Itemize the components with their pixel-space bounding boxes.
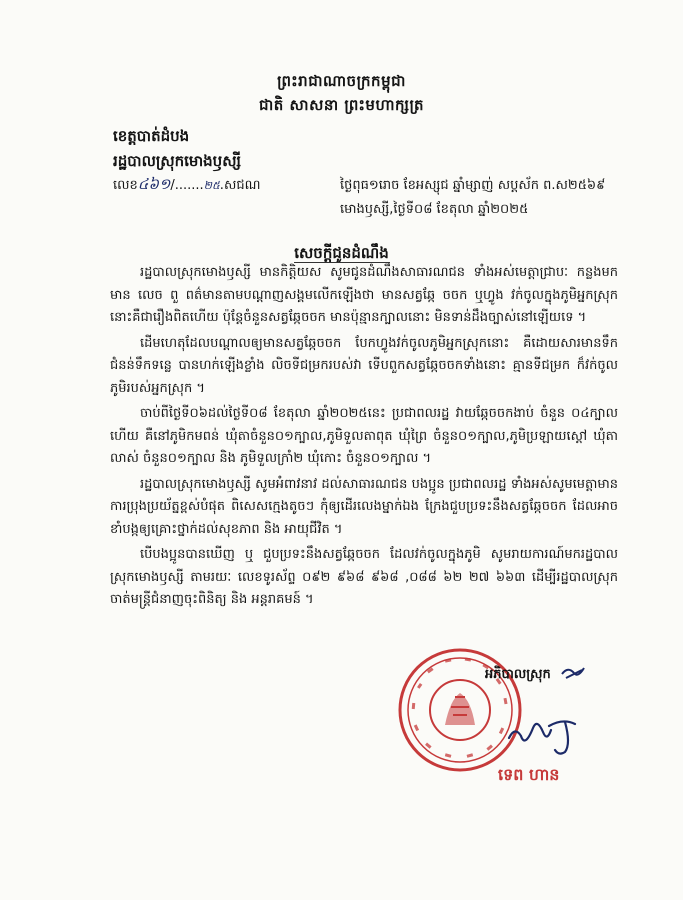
national-motto: ជាតិ សាសនា ព្រះមហាក្សត្រ [259,96,424,114]
signatory-title: អភិបាលស្រុក [485,667,551,682]
province-name: ខេត្តបាត់ដំបង [113,127,190,145]
district-admin-name: រដ្ឋបាលស្រុកមោងឫស្សី [113,152,241,170]
reference-prefix: លេខ [113,178,138,193]
lunar-date: ថ្ងៃពុធ១រោច ខែអស្សុជ ឆ្នាំម្សាញ់ សប្តស័ក ព.ស២៥៦៩ [340,178,606,193]
paragraph: រដ្ឋបាលស្រុកមោងឫស្សី មានកិត្តិយស សូមជូនដំណឹងសាធារណជន ទាំងអស់មេត្តាជ្រាបៈ កន្លងមកមាន លេច ពួ ពត៌មានតាមបណ្តាញសង្គមលើកឡើងថា មានសត្វឆ្កែ ចចក ឬហ្វូង វក់ចូលក្នុងភូមិអ្នកស្រុក នោះគឺជារឿងពិតហើយ ប៉ុន្តែចំនួនសត្វឆ្កែចចក មានប៉ុន្មានក្បាលនោះ មិនទាន់ដឹងច្បាស់នៅឡើយទេ ។ [110,265,618,325]
signatory-name: ទេព ហាន [498,765,560,784]
signature-icon [505,708,605,758]
initial-mark-icon [560,664,586,682]
reference-number-line: លេខ៤៦១/.......២៥.សជណ [113,175,261,193]
notice-title: សេចក្តីជូនដំណឹង [294,244,389,262]
paragraph: ចាប់ពីថ្ងៃទី០៦ដល់ថ្ងៃទី០៨ ខែតុលា ឆ្នាំ២០២៥នេះ ប្រជាពលរដ្ឋ វាយឆ្កែចចកងាប់ ចំនួន ០៤ក្បាលហើយ គឺនៅភូមិកមពន់ ឃុំតាចំនួន០១ក្បាល,ភូមិទួលតាពុត ឃុំព្រៃ ចំនួន០១ក្បាល,ភូមិប្រឡាយស្តៅ ឃុំតាលាស់ ចំនួន០១ក្បាល និង ភូមិទួលក្រាំ២ ឃុំកោះ ចំនួន០១ក្បាល ។ [110,406,618,466]
paragraph: ដើមហេតុដែលបណ្តាលឲ្យមានសត្វឆ្កែចចក បែកហ្វូងវក់ចូលភូមិអ្នកស្រុកនោះ គឺដោយសារមានទឹកជំនន់ទឹកទន្លេ បានហក់ឡើងខ្លាំង លិចទីជម្រករបស់វា ទើបពួកសត្វឆ្កែចចកទាំងនោះ គ្មានទីជម្រក ក៏វក់ចូលភូមិរបស់អ្នកស្រុក ។ [110,335,618,396]
notice-body [110,262,618,615]
reference-suffix: សជណ [223,178,261,193]
solar-date: មោងឫស្សី,ថ្ងៃទី០៨ ខែតុលា ឆ្នាំ២០២៥ [340,202,529,217]
kingdom-heading: ព្រះរាជាណាចក្រកម្ពុជា [277,72,406,90]
reference-number: ៤៦១ [137,175,171,193]
paragraph: បើបងប្អូនបានឃើញ ឬ ជួបប្រទះនឹងសត្វឆ្កែចចក ដែលវក់ចូលក្នុងភូមិ សូមរាយការណ៍មករដ្ឋបាលស្រុកមោងឫស្សី តាមរយៈ លេខទូរស័ព្ទ ០៩២ ៩៦៨ ៩៦៨ ,០៨៨ ៦២ ២៧ ៦៦៣ ដើម្បីរដ្ឋបាលស្រុក ចាត់មន្ត្រីជំនាញចុះពិនិត្យ និង អន្តរាគមន៍ ។ [110,547,618,607]
paragraph: រដ្ឋបាលស្រុកមោងឫស្សី សូមអំពាវនាវ ដល់សាធារណជន បងប្អូន ប្រជាពលរដ្ឋ ទាំងអស់សូមមេត្តាមានការប្រុងប្រយ័ត្នខ្ពស់បំផុត ពិសេសក្មេងតូចៗ កុំឲ្យដើរលេងម្នាក់ឯង ក្រែងជួបប្រទះនឹងសត្វឆ្កែចចក ដែលអាច ខាំបង្កឲ្យគ្រោះថ្នាក់ដល់សុខភាព និង អាយុជីវិត ។ [110,476,618,537]
reference-year: ២៥ [203,179,220,192]
